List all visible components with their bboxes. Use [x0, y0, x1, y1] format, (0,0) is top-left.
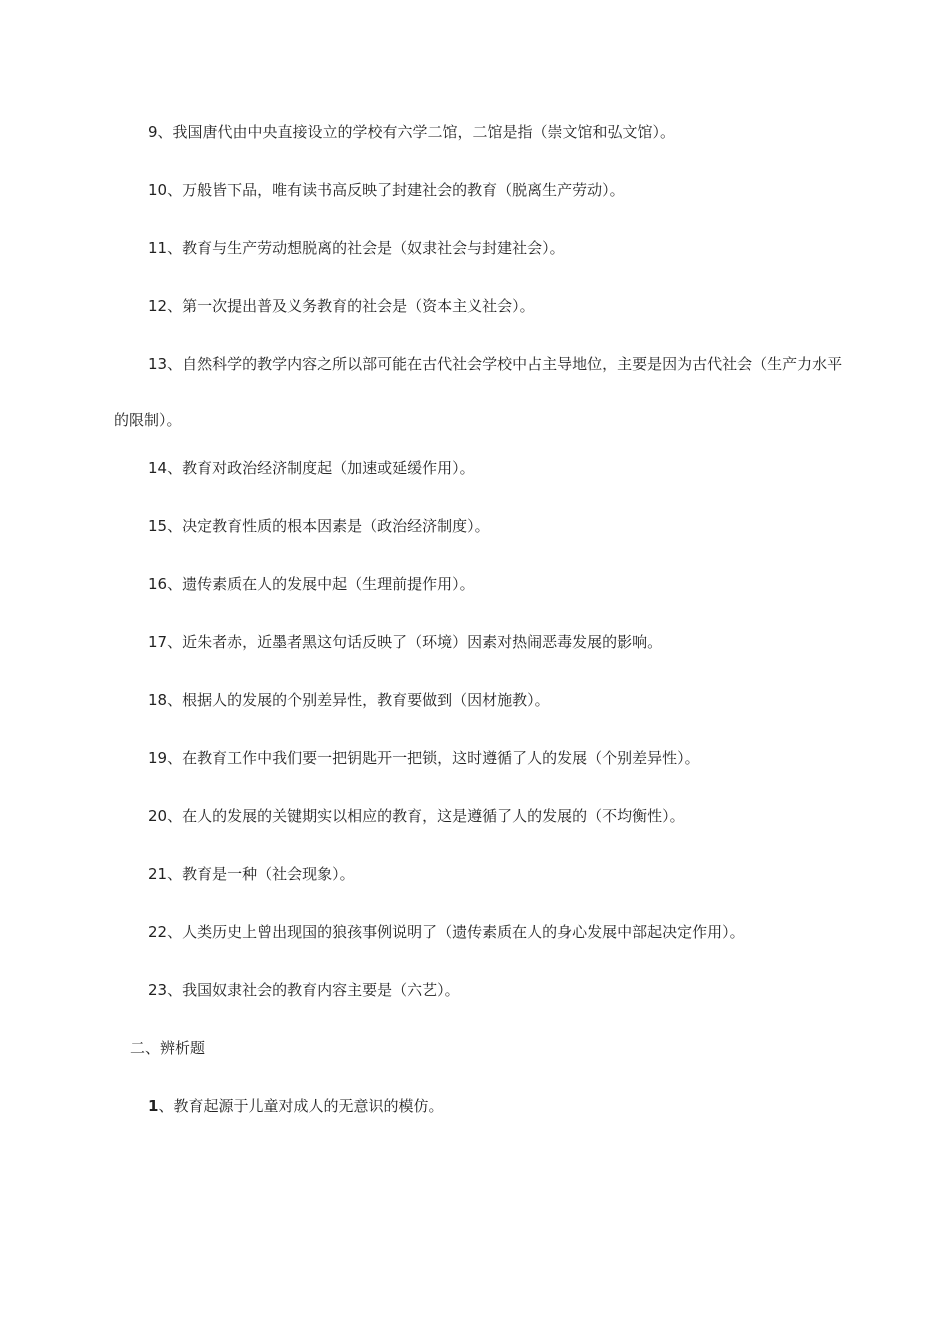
list-item — [114, 440, 844, 496]
item-number: 14 — [148, 459, 168, 477]
item-text: 、万般皆下品，唯有读书高反映了封建社会的教育（脱离生产劳动）。 — [167, 181, 625, 199]
list-item — [114, 1078, 844, 1134]
list-item — [114, 278, 844, 334]
list-item — [114, 962, 844, 1018]
item-text: 、在教育工作中我们要一把钥匙开一把锁，这时遵循了人的发展（个别差异性）。 — [167, 749, 700, 767]
item-text: 、人类历史上曾出现国的狼孩事例说明了（遗传素质在人的身心发展中部起决定作用）。 — [167, 923, 745, 941]
item-number: 12 — [148, 297, 168, 315]
item-text: 、根据人的发展的个别差异性，教育要做到（因材施教）。 — [167, 691, 550, 709]
item-text: 、自然科学的教学内容之所以部可能在古代社会学校中占主导地位，主要是因为古代社会（生产力水平的限制）。 — [114, 355, 843, 429]
item-text: 、遗传素质在人的发展中起（生理前提作用）。 — [167, 575, 475, 593]
list-item — [114, 220, 844, 276]
item-text: 、教育与生产劳动想脱离的社会是（奴隶社会与封建社会）。 — [167, 239, 565, 257]
item-number: 19 — [148, 749, 168, 767]
section-heading: 二、辨析题 — [130, 1039, 206, 1057]
item-number: 23 — [148, 981, 168, 999]
item-number: 9 — [148, 123, 158, 141]
item-number: 17 — [148, 633, 168, 651]
item-number: 13 — [148, 355, 168, 373]
item-text: 、教育是一种（社会现象）。 — [167, 865, 355, 883]
list-item — [114, 672, 844, 728]
item-number: 21 — [148, 865, 168, 883]
list-item — [114, 336, 844, 448]
item-text: 、我国唐代由中央直接设立的学校有六学二馆，二馆是指（崇文馆和弘文馆）。 — [157, 123, 676, 141]
item-number: 11 — [148, 239, 168, 257]
list-item — [114, 162, 844, 218]
list-item — [114, 556, 844, 612]
item-text: 、教育起源于儿童对成人的无意识的模仿。 — [158, 1097, 444, 1115]
list-item — [114, 104, 844, 160]
list-item — [114, 614, 844, 670]
list-item — [114, 846, 844, 902]
item-text: 、我国奴隶社会的教育内容主要是（六艺）。 — [167, 981, 460, 999]
item-text: 、近朱者赤，近墨者黑这句话反映了（环境）因素对热闹恶毒发展的影响。 — [167, 633, 663, 651]
item-number: 16 — [148, 575, 168, 593]
item-number: 10 — [148, 181, 168, 199]
item-text: 、教育对政治经济制度起（加速或延缓作用）。 — [167, 459, 475, 477]
item-number: 1 — [148, 1097, 159, 1115]
list-item — [114, 904, 844, 960]
item-text: 、第一次提出普及义务教育的社会是（资本主义社会）。 — [167, 297, 535, 315]
item-number: 22 — [148, 923, 168, 941]
list-item — [114, 498, 844, 554]
list-item — [114, 788, 844, 844]
item-number: 15 — [148, 517, 168, 535]
item-number: 18 — [148, 691, 168, 709]
item-text: 、决定教育性质的根本因素是（政治经济制度）。 — [167, 517, 490, 535]
item-number: 20 — [148, 807, 168, 825]
list-item — [114, 730, 844, 786]
item-text: 、在人的发展的关键期实以相应的教育，这是遵循了人的发展的（不均衡性）。 — [167, 807, 685, 825]
